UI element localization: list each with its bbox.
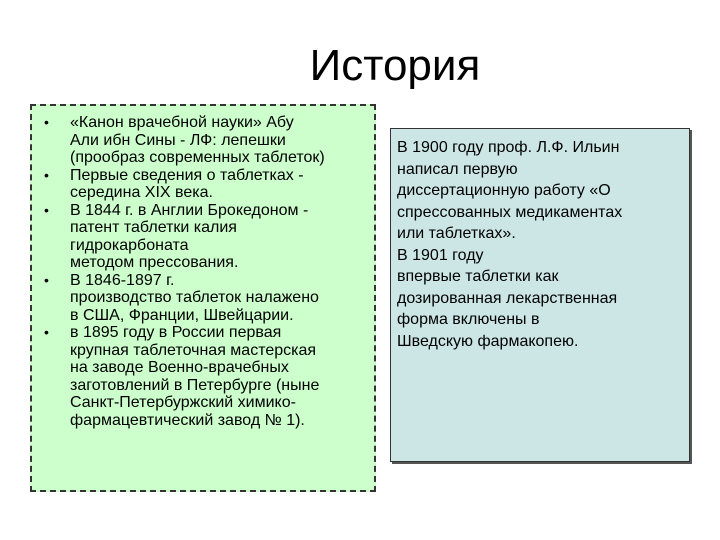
bullet-dot: • bbox=[44, 324, 49, 340]
ilyin-dissertation-panel bbox=[390, 128, 690, 462]
panel-line: спрессованных медикаментах bbox=[397, 203, 623, 221]
slide-title: История bbox=[309, 41, 481, 90]
bullet-line: «Канон врачебной науки» Абу bbox=[70, 114, 294, 131]
bullet-line: (прообраз современных таблеток) bbox=[70, 149, 325, 166]
bullet-line: производство таблеток налажено bbox=[70, 289, 319, 306]
bullet-item bbox=[32, 272, 378, 325]
panel-line: впервые таблетки как bbox=[397, 268, 559, 285]
bullet-line: Санкт-Петербуржский химико- bbox=[70, 394, 296, 411]
bullet-line: в США, Франции, Швейцарии. bbox=[70, 306, 294, 324]
bullet-item bbox=[32, 324, 378, 429]
bullet-line: Али ибн Сины - ЛФ: лепешки bbox=[70, 131, 286, 149]
panel-line: В 1901 году bbox=[397, 246, 484, 264]
bullet-line: фармацевтический завод № 1). bbox=[70, 411, 305, 429]
panel-line: дозированная лекарственная bbox=[397, 289, 618, 307]
panel-line: написал первую bbox=[397, 160, 518, 178]
bullet-line: крупная таблеточная мастерская bbox=[70, 341, 317, 359]
bullet-line: гидрокарбоната bbox=[70, 236, 189, 254]
bullet-line: В 1844 г. в Англии Брокедоном - bbox=[70, 201, 309, 219]
bullet-line: В 1846-1897 г. bbox=[70, 271, 175, 289]
bullet-dot: • bbox=[44, 201, 49, 218]
bullet-item bbox=[32, 167, 378, 202]
history-bullets-panel bbox=[30, 104, 376, 492]
panel-line: Шведскую фармакопею. bbox=[397, 332, 579, 350]
bullet-line: в 1895 году в России первая bbox=[70, 324, 282, 341]
bullet-line: заготовлений в Петербурге (ныне bbox=[70, 376, 320, 394]
bullet-item bbox=[32, 202, 378, 272]
bullet-line: на заводе Военно-врачебных bbox=[70, 359, 289, 376]
bullet-line: патент таблетки калия bbox=[70, 219, 237, 236]
bullet-item bbox=[32, 114, 378, 167]
history-bullet-list bbox=[32, 114, 378, 429]
bullet-line: Первые сведения о таблетках - bbox=[70, 166, 304, 184]
bullet-dot: • bbox=[44, 114, 49, 130]
panel-line: диссертационную работу «О bbox=[397, 182, 611, 199]
panel-line: форма включены в bbox=[397, 311, 540, 328]
bullet-line: середина XIX века. bbox=[70, 184, 213, 201]
panel-line: или таблетках». bbox=[397, 225, 516, 242]
panel-line: В 1900 году проф. Л.Ф. Ильин bbox=[397, 139, 620, 156]
bullet-line: методом прессования. bbox=[70, 254, 239, 271]
bullet-dot: • bbox=[44, 271, 49, 288]
bullet-dot: • bbox=[44, 166, 49, 183]
